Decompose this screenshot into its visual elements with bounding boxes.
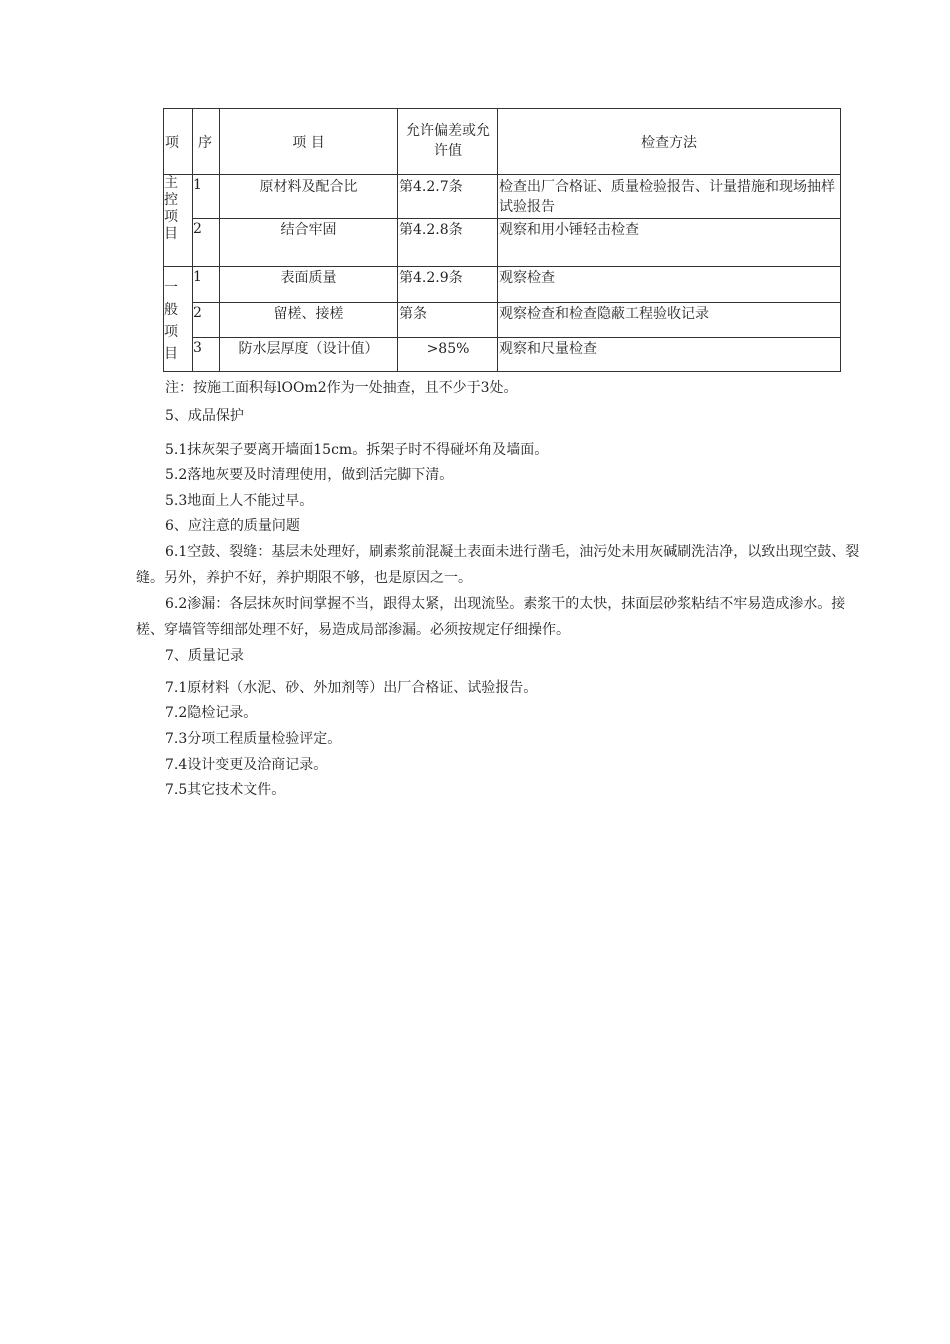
row5-item: 防水层厚度（设计值） — [238, 341, 379, 357]
row2-allowance: 第4.2.8条 — [399, 222, 463, 238]
row-divider — [164, 266, 840, 267]
section-7-item: 7.1原材料（水泥、砂、外加剂等）出厂合格证、试验报告。 — [165, 680, 538, 696]
row3-item: 表面质量 — [280, 270, 337, 286]
row1-method: 检查出厂合格证、质量检验报告、计量措施和现场抽样试验报告 — [499, 179, 835, 215]
row4-seq: 2 — [193, 305, 202, 321]
row-divider — [164, 174, 840, 175]
row1-item: 原材料及配合比 — [259, 179, 358, 195]
section-6-title: 6、应注意的质量问题 — [165, 518, 300, 534]
section-7-item: 7.5其它技术文件。 — [165, 782, 286, 798]
section-5-item: 5.2落地灰要及时清理使用，做到活完脚下清。 — [165, 467, 454, 483]
row3-allowance: 第4.2.9条 — [399, 270, 463, 286]
section-6-para-2: 6.2渗漏：各层抹灰时间掌握不当，跟得太紧，出现流坠。素浆干的太快，抹面层砂浆粘结不牢易造成渗水。接槎、穿墙管等细部处理不好，易造成局部渗漏。必须按规定仔细操作。 — [136, 596, 846, 638]
section-7-item: 7.4设计变更及洽商记录。 — [165, 757, 328, 773]
group-general: 一般项目 — [164, 280, 178, 362]
section-7-item: 7.3分项工程质量检验评定。 — [165, 731, 342, 747]
row4-item: 留槎、接槎 — [273, 306, 344, 322]
row4-allowance: 第条 — [399, 306, 427, 322]
row5-allowance: >85% — [426, 341, 470, 357]
header-method: 检查方法 — [641, 135, 697, 151]
row3-method: 观察检查 — [499, 270, 555, 286]
row1-allowance: 第4.2.7条 — [399, 179, 463, 195]
row1-seq: 1 — [193, 177, 202, 193]
row-divider — [192, 337, 840, 338]
col-divider — [192, 109, 193, 371]
section-6-para-1: 6.1空鼓、裂缝：基层未处理好，刷素浆前混凝土表面未进行凿毛，油污处未用灰碱刷洗洁净，以致出现空鼓、裂缝。另外，养护不好，养护期限不够，也是原因之一。 — [136, 544, 860, 586]
header-allowance: 允许偏差或允许值 — [406, 123, 490, 159]
table-note: 注：按施工面积每lOOm2作为一处抽查，且不少于3处。 — [165, 380, 518, 396]
row2-item: 结合牢固 — [280, 222, 337, 238]
row5-method: 观察和尺量检查 — [499, 341, 597, 357]
section-5-item: 5.1抹灰架子要离开墙面15cm。拆架子时不得碰坏角及墙面。 — [165, 442, 549, 458]
col-divider — [397, 109, 398, 371]
header-seq: 序 — [198, 135, 212, 151]
section-7-title: 7、质量记录 — [165, 648, 244, 664]
row-divider — [192, 302, 840, 303]
row5-seq: 3 — [193, 340, 202, 356]
group-main-control: 主控项目 — [164, 175, 178, 242]
section-5-title: 5、成品保护 — [165, 408, 244, 424]
section-5-item: 5.3地面上人不能过早。 — [165, 493, 314, 509]
section-7-item: 7.2隐检记录。 — [165, 705, 258, 721]
header-item: 项 目 — [292, 135, 325, 151]
inspection-table — [163, 108, 841, 372]
row2-seq: 2 — [193, 221, 202, 237]
row4-method: 观察检查和检查隐蔽工程验收记录 — [499, 306, 709, 322]
row3-seq: 1 — [193, 269, 202, 285]
row2-method: 观察和用小锤轻击检查 — [499, 222, 639, 238]
header-category: 项 — [165, 135, 179, 151]
row-divider — [192, 218, 840, 219]
